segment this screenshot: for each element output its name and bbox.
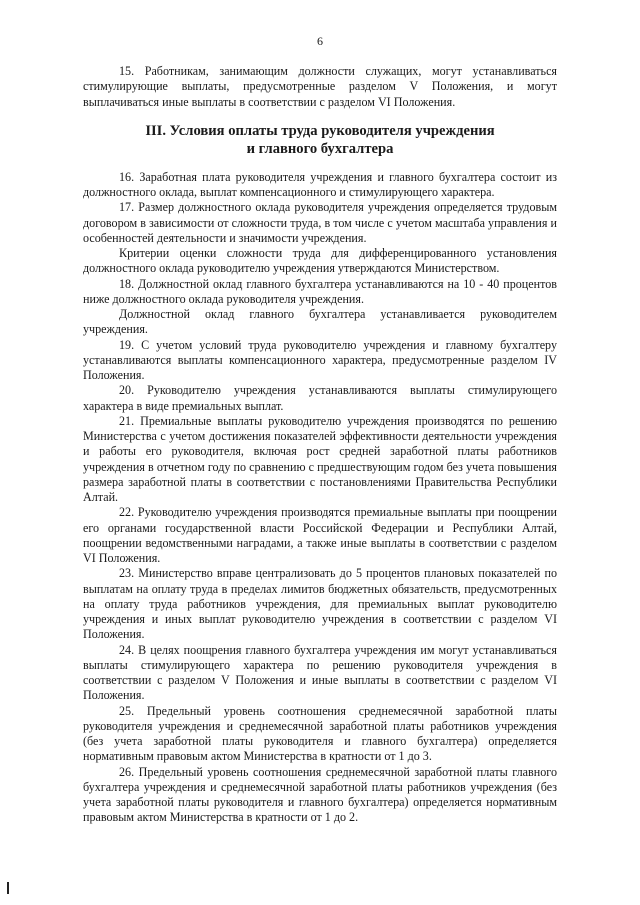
section-heading-line-2: и главного бухгалтера [246, 140, 394, 157]
paragraph-15: 15. Работникам, занимающим должности служащих, могут устанавливаться стимулирующие выплаты, предусмотренные разделом V Положения, и могут выплачиваться иные выплаты в соответствии с разделом VI Положения. [83, 64, 557, 109]
paragraph-23: 23. Министерство вправе централизовать до 5 процентов плановых показателей по выплатам на оплату труда в пределах лимитов бюджетных обязательств, предусмотренных на оплату труда работников учреждения, для премиальных выплат руководителю учреждения и иных выплат руководителю учреждения в соответствии с разделом VI Положения. [83, 566, 557, 642]
paragraph-21: 21. Премиальные выплаты руководителю учреждения производятся по решению Министерства с учетом достижения показателей эффективности деятельности учреждения и работы его руководителя, включая рост средней заработной платы работников учреждения в отчетном году по сравнению с предшествующим годом без учета повышения размера заработной платы в соответствии с постановлениями Правительства Республики Алтай. [83, 413, 557, 504]
paragraph-26: 26. Предельный уровень соотношения среднемесячной заработной платы главного бухгалтера учреждения и среднемесячной заработной платы работников учреждения (без учета заработной платы руководителя и главного бухгалтера) определяется нормативным правовым актом Министерства в кратности от 1 до 2. [83, 764, 557, 825]
scan-edge-mark [7, 882, 9, 894]
section-heading [83, 122, 557, 158]
paragraph-17: 17. Размер должностного оклада руководителя учреждения определяется трудовым договором в зависимости от сложности труда, в том числе с учетом масштаба управления и особенностей деятельности и значимости учреждения. [83, 200, 557, 245]
paragraph-19: 19. С учетом условий труда руководителю учреждения и главному бухгалтеру устанавливаются выплаты компенсационного характера, предусмотренные разделом IV Положения. [83, 337, 557, 382]
document-body [83, 64, 557, 826]
paragraph-18-oklad: Должностной оклад главного бухгалтера устанавливается руководителем учреждения. [83, 307, 557, 337]
paragraph-18: 18. Должностной оклад главного бухгалтера устанавливаются на 10 - 40 процентов ниже должностного оклада руководителя учреждения. [83, 276, 557, 306]
page-number: 6 [317, 34, 323, 48]
paragraph-25: 25. Предельный уровень соотношения среднемесячной заработной платы руководителя учреждения и среднемесячной заработной платы работников учреждения (без учета заработной платы руководителя и главного бухгалтера) определяется нормативным правовым актом Министерства в кратности от 1 до 3. [83, 703, 557, 764]
paragraph-20: 20. Руководителю учреждения устанавливаются выплаты стимулирующего характера в виде премиальных выплат. [83, 383, 557, 413]
paragraph-17-criteria: Критерии оценки сложности труда для дифференцированного установления должностного оклада руководителю учреждения утверждаются Министерством. [83, 246, 557, 276]
paragraph-24: 24. В целях поощрения главного бухгалтера учреждения им могут устанавливаться выплаты стимулирующего характера по решению руководителя учреждения в соответствии с разделом V Положения и иные выплаты в соответствии с разделом VI Положения. [83, 642, 557, 703]
paragraph-22: 22. Руководителю учреждения производятся премиальные выплаты при поощрении его органами государственной власти Российской Федерации и Республики Алтай, поощрении ведомственными наградами, а также иные выплаты в соответствии с разделом VI Положения. [83, 505, 557, 565]
paragraph-16: 16. Заработная плата руководителя учреждения и главного бухгалтера состоит из должностного оклада, выплат компенсационного и стимулирующего характера. [83, 169, 557, 199]
section-heading-line-1: III. Условия оплаты труда руководителя учреждения [145, 122, 495, 139]
